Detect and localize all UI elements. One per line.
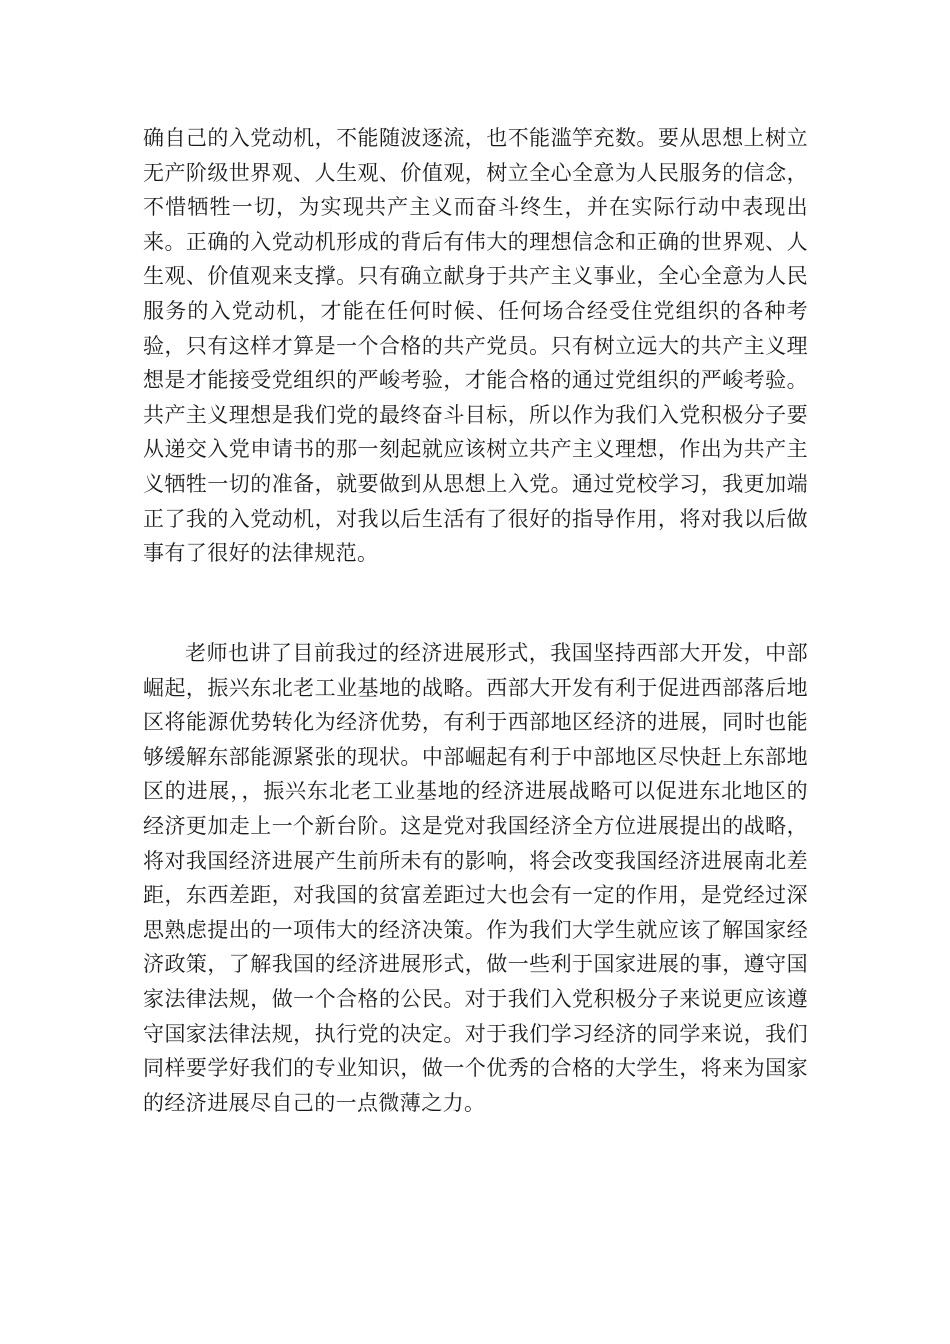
- body-paragraph-2: 老师也讲了目前我过的经济进展形式，我国坚持西部大开发，中部崛起，振兴东北老工业基地的战略。西部大开发有利于促进西部落后地区将能源优势转化为经济优势，有利于西部地区经济的进展，同时也能够缓解东部能源紧张的现状。中部崛起有利于中部地区尽快赶上东部地区的进展，，振兴东北老工业基地的经济进展战略可以促进东北地区的经济更加走上一个新台阶。这是党对我国经济全方位进展提出的战略，将对我国经济进展产生前所未有的影响，将会改变我国经济进展南北差距，东西差距，对我国的贫富差距过大也会有一定的作用，是党经过深思熟虑提出的一项伟大的经济决策。作为我们大学生就应该了解国家经济政策，了解我国的经济进展形式，做一些利于国家进展的事，遵守国家法律法规，做一个合格的公民。对于我们入党积极分子来说更应该遵守国家法律法规，执行党的决定。对于我们学习经济的同学来说，我们同样要学好我们的专业知识，做一个优秀的合格的大学生，将来为国家的经济进展尽自己的一点微薄之力。: [143, 641, 808, 1115]
- body-paragraph-1: 确自己的入党动机，不能随波逐流，也不能滥竽充数。要从思想上树立无产阶级世界观、人生观、价值观，树立全心全意为人民服务的信念，不惜牺牲一切，为实现共产主义而奋斗终生，并在实际行动中表现出来。正确的入党动机形成的背后有伟大的理想信念和正确的世界观、人生观、价值观来支撑。只有确立献身于共产主义事业，全心全意为人民服务的入党动机，才能在任何时候、任何场合经受住党组织的各种考验，只有这样才算是一个合格的共产党员。只有树立远大的共产主义理想是才能接受党组织的严峻考验，才能合格的通过党组织的严峻考验。共产主义理想是我们党的最终奋斗目标，所以作为我们入党积极分子要从递交入党申请书的那一刻起就应该树立共产主义理想，作出为共产主义牺牲一切的准备，就要做到从思想上入党。通过党校学习，我更加端正了我的入党动机，对我以后生活有了很好的指导作用，将对我以后做事有了很好的法律规范。: [143, 126, 808, 566]
